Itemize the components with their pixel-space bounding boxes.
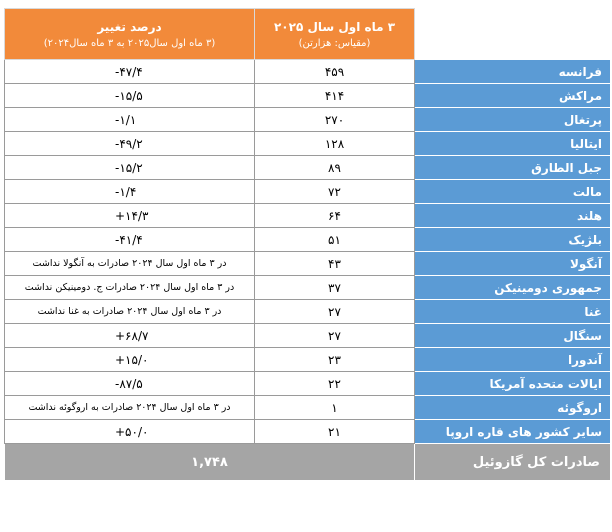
country-cell: غنا [415, 300, 611, 324]
country-cell: مالت [415, 180, 611, 204]
value-cell: ۲۷ [255, 300, 415, 324]
total-row [5, 444, 611, 481]
country-cell: سنگال [415, 324, 611, 348]
gasoil-export-table [4, 8, 611, 481]
table-row [5, 84, 611, 108]
table-row [5, 300, 611, 324]
value-header [255, 9, 415, 60]
country-cell: اروگوئه [415, 396, 611, 420]
change-cell: +۵۰/۰ [5, 420, 255, 444]
table-row [5, 396, 611, 420]
value-cell: ۲۷۰ [255, 108, 415, 132]
change-header-subtitle: (۳ ماه اول سال۲۰۲۵ به ۳ ماه سال۲۰۲۴) [43, 37, 216, 49]
change-cell: -۴۹/۲ [5, 132, 255, 156]
table-row [5, 276, 611, 300]
header-row [5, 9, 611, 60]
change-cell: +۱۵/۰ [5, 348, 255, 372]
country-cell: هلند [415, 204, 611, 228]
country-cell: جبل الطارق [415, 156, 611, 180]
value-header-title: ۳ ماه اول سال ۲۰۲۵ [273, 19, 396, 34]
table-row [5, 228, 611, 252]
country-cell: بلژیک [415, 228, 611, 252]
change-header [5, 9, 255, 60]
change-cell: -۱/۱ [5, 108, 255, 132]
change-cell: -۱/۴ [5, 180, 255, 204]
country-cell: سایر کشور های قاره اروپا [415, 420, 611, 444]
table-row [5, 348, 611, 372]
country-cell: مراکش [415, 84, 611, 108]
table-row [5, 132, 611, 156]
change-cell: در ۳ ماه اول سال ۲۰۲۴ صادرات به آنگولا نداشت [5, 252, 255, 276]
value-cell: ۴۳ [255, 252, 415, 276]
value-cell: ۱۲۸ [255, 132, 415, 156]
change-cell: -۴۱/۴ [5, 228, 255, 252]
table-row [5, 252, 611, 276]
change-cell: -۸۷/۵ [5, 372, 255, 396]
table-row [5, 324, 611, 348]
change-cell: در ۳ ماه اول سال ۲۰۲۴ صادرات به غنا نداشت [5, 300, 255, 324]
change-cell: +۱۴/۳ [5, 204, 255, 228]
change-cell: -۴۷/۴ [5, 60, 255, 84]
value-cell: ۸۹ [255, 156, 415, 180]
value-header-subtitle: (مقیاس: هزارتن) [298, 37, 371, 49]
value-cell: ۲۲ [255, 372, 415, 396]
value-cell: ۲۳ [255, 348, 415, 372]
country-cell: ایتالیا [415, 132, 611, 156]
value-cell: ۲۷ [255, 324, 415, 348]
value-cell: ۴۵۹ [255, 60, 415, 84]
change-cell: -۱۵/۵ [5, 84, 255, 108]
total-value: ۱,۷۴۸ [5, 444, 415, 481]
country-cell: فرانسه [415, 60, 611, 84]
country-cell: پرتغال [415, 108, 611, 132]
value-cell: ۴۱۴ [255, 84, 415, 108]
table-row [5, 420, 611, 444]
country-cell: آندورا [415, 348, 611, 372]
change-cell: -۱۵/۲ [5, 156, 255, 180]
change-cell: در ۳ ماه اول سال ۲۰۲۴ صادرات ج. دومینیکن نداشت [5, 276, 255, 300]
value-cell: ۱ [255, 396, 415, 420]
value-cell: ۶۴ [255, 204, 415, 228]
table-row [5, 60, 611, 84]
total-label: صادرات کل گازوئیل [415, 444, 611, 481]
table-row [5, 372, 611, 396]
value-cell: ۷۲ [255, 180, 415, 204]
table-row [5, 156, 611, 180]
country-cell: آنگولا [415, 252, 611, 276]
table-row [5, 204, 611, 228]
country-cell: جمهوری دومینیکن [415, 276, 611, 300]
header-blank-cell [415, 9, 611, 60]
table-row [5, 108, 611, 132]
table-row [5, 180, 611, 204]
value-cell: ۵۱ [255, 228, 415, 252]
change-cell: +۶۸/۷ [5, 324, 255, 348]
value-cell: ۲۱ [255, 420, 415, 444]
value-cell: ۳۷ [255, 276, 415, 300]
country-cell: ایالات متحده آمریکا [415, 372, 611, 396]
change-cell: در ۳ ماه اول سال ۲۰۲۴ صادرات به اروگوئه نداشت [5, 396, 255, 420]
change-header-title: درصد تغییر [97, 19, 162, 34]
